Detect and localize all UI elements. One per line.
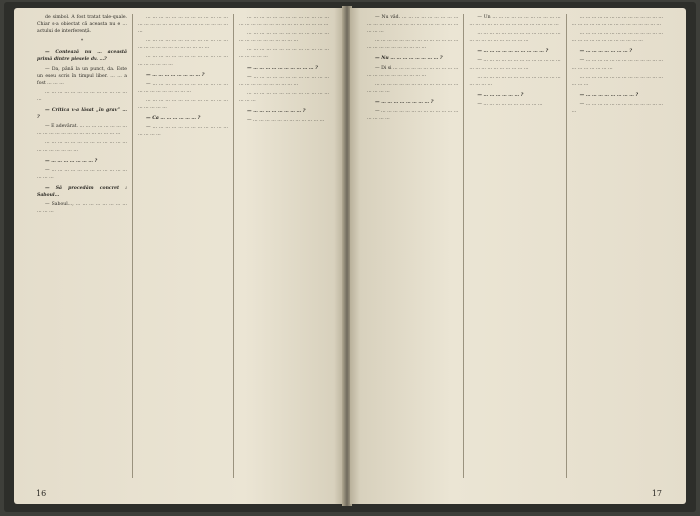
paragraph: … … … … … … … … … … … … … … … … … … … … … … … [239, 31, 329, 44]
open-book [4, 2, 696, 512]
interview-question: — … … … … … … … … ? [146, 72, 205, 78]
paragraph: — … … … … … … … … … … [477, 101, 543, 107]
paragraph: — … … … … … … … … … … … … … … … … … … … … [571, 58, 663, 71]
left-col-1 [32, 14, 133, 478]
right-page-columns [362, 14, 668, 478]
paragraph: … … … … … … … … … … … … … … … … … … … … … … … … … … … … … [138, 15, 228, 35]
interview-question: — … … … … … … … … ? [375, 99, 434, 105]
interview-question: — Critica v-a lăsat „în grav” … ? [37, 108, 127, 121]
left-page [14, 8, 344, 504]
interview-question: — Contează nu … această primă dintre piesele dv. …? [37, 50, 127, 63]
paragraph: de simbol. A fost tratat tale-quale. Chiar s-a obiectat că aceasta nu e … actului de interferență. [37, 15, 127, 35]
interview-question: — Ca … … … … … … ? [146, 116, 201, 122]
section-separator: * [80, 39, 84, 45]
paragraph: … … … … … … … … … … … … … … … … … … … … … … … … [367, 38, 459, 51]
interview-question: — … … … … … … … … … … ? [247, 65, 318, 71]
paragraph: … … … … … … … … … … … … … … [37, 89, 127, 102]
interview-question: — … … … … … … … … ? [247, 109, 306, 115]
paragraph: — … … … … … … … … … … … … … … … … … … … … … … [239, 74, 329, 87]
interview-question: — … … … … … … … ? [579, 49, 632, 55]
right-col-3 [567, 14, 668, 478]
paragraph: … … … … … … … … … … … … … … … … … … … … … … … … … … … … [239, 15, 329, 28]
paragraph: … … … … … … … … … … … … … … … … … … [239, 47, 329, 60]
interview-question: — … … … … … … ? [477, 92, 524, 98]
paragraph: — … … … … … … … … … … … … … … … [37, 167, 127, 180]
paragraph: … … … … … … … … … … … … … … … … … … … … … … … … … [138, 38, 228, 51]
right-page [350, 8, 686, 504]
paragraph: … … … … … … … … … … … … … … … … … … … … … … … … … … [571, 31, 663, 44]
paragraph: — Saboul…, … … … … … … … … … … … [37, 202, 127, 215]
left-page-columns [32, 14, 334, 478]
right-page-number: 17 [651, 489, 662, 498]
left-col-2 [133, 14, 234, 478]
paragraph: … … … … … … … … … … … … … … … … … … … … [37, 140, 127, 153]
paragraph: — … … … … … … … … … … … … … … … … … … … … … … … [469, 58, 561, 71]
interview-question: — Să procedăm concret : Saboul… [37, 185, 127, 198]
paragraph: … … … … … … … … … … … … … … … … … … [138, 97, 228, 111]
paragraph: — Di si … … … … … … … … … … … … … … … … … … … … … [367, 65, 459, 78]
paragraph: — Da, până la un punct, da. Este un eseu scris în timpul liber. … … a fost … … … [37, 66, 127, 86]
paragraph: … … … … … … … … … … … … … … … … … … [367, 81, 459, 94]
paragraph: — … … … … … … … … … … … … … … … … … [367, 109, 459, 122]
right-col-1 [362, 14, 464, 478]
paragraph: … … … … … … … … … … … … … … … … … … … … … … … … … … … … … [571, 15, 663, 28]
left-page-number: 16 [36, 489, 47, 498]
interview-question: — Nu … … … … … … … … ? [375, 56, 443, 62]
paragraph: … … … … … … … … … … … … … … … … … [571, 74, 663, 87]
interview-question: — … … … … … … … … … … ? [477, 49, 549, 55]
paragraph: … … … … … … … … … … … … … … … … … … … [138, 54, 228, 67]
paragraph: — Nu văd. … … … … … … … … … … … … … … … … … … … … … … … … … … … [367, 15, 459, 35]
paragraph: — … … … … … … … … … … … … … … [571, 101, 663, 115]
paragraph: … … … … … … … … … … … … … … … … … … [469, 74, 561, 87]
interview-question: — … … … … … … … … ? [579, 92, 639, 98]
paragraph: — E adevărat. … … … … … … … … … … … … … … … … … … … … … … [37, 124, 127, 137]
left-col-3 [234, 14, 334, 478]
paragraph: — Un … … … … … … … … … … … … … … … … … … … … … … … … … … [469, 15, 561, 28]
paragraph: … … … … … … … … … … … … … … … … [239, 90, 329, 103]
paragraph: — … … … … … … … … … … … … [247, 118, 325, 124]
paragraph: … … … … … … … … … … … … … … … … … … … … … … … … [469, 31, 561, 44]
paragraph: — … … … … … … … … … … … … … … … … … … … … … [138, 81, 228, 94]
paragraph: — … … … … … … … … … … … … … … … … [138, 125, 228, 138]
interview-question: — … … … … … … … ? [45, 158, 98, 164]
right-col-2 [464, 14, 566, 478]
